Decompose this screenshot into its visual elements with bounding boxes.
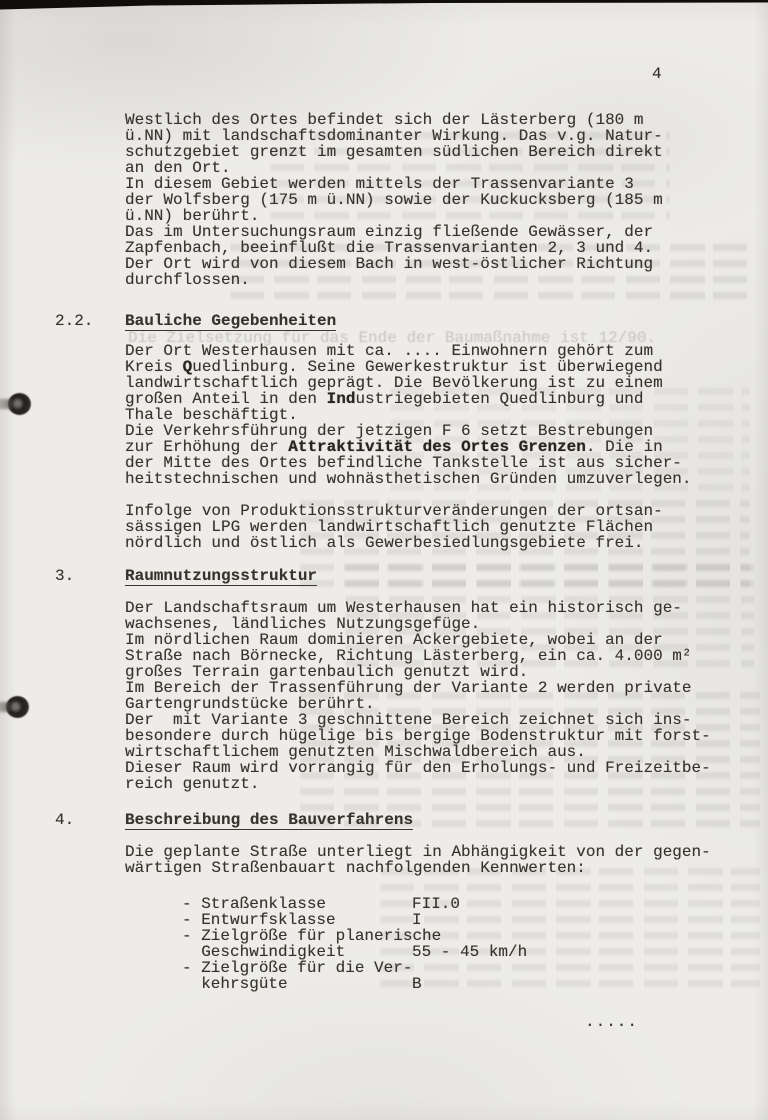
text-line: Kreis Quedlinburg. Seine Gewerkestruktur ist überwiegend [125, 358, 663, 376]
text-line: schutzgebiet grenzt im gesamten südlichen Bereich direkt [125, 143, 663, 161]
spec-value: 55 - 45 km/h [412, 943, 528, 961]
spec-list [182, 896, 527, 992]
text-line: Der mit Variante 3 geschnittene Bereich zeichnet sich ins- [125, 711, 692, 729]
text-line: wachsenes, ländliches Nutzungsgefüge. [125, 615, 481, 633]
spec-value: B [412, 975, 422, 993]
section-number: 3. [55, 567, 75, 585]
text-line: Zapfenbach, beeinflußt die Trassenvarianten 2, 3 und 4. [125, 239, 654, 257]
text-line: der Wolfsberg (175 m ü.NN) sowie der Kuckucksberg (185 m [125, 191, 663, 209]
punch-hole-top [8, 393, 31, 415]
section-heading-3 [0, 568, 768, 586]
section-4-paragraph-1 [125, 844, 711, 876]
scan-edge-band [0, 0, 768, 10]
spec-row [182, 928, 527, 944]
section-heading-2-2 [0, 313, 768, 331]
trailing-dots: ..... [585, 1013, 639, 1031]
section-2-2-paragraph-2 [125, 503, 663, 551]
section-2-2-paragraph-1 [125, 343, 692, 487]
spec-row [182, 896, 527, 912]
section-number: 4. [55, 811, 75, 829]
spec-label: - Zielgröße für planerische [182, 927, 442, 945]
spec-label: - Entwurfsklasse [182, 911, 336, 929]
text-line: In diesem Gebiet werden mittels der Trassenvariante 3 [125, 175, 634, 193]
section-title: Raumnutzungsstruktur [125, 567, 318, 585]
text-line: zur Erhöhung der Attraktivität des Ortes Grenzen. Die in [125, 438, 663, 456]
text-line: Gartengrundstücke berührt. [125, 695, 375, 713]
text-line: wirtschaftlichem genutzten Mischwaldbereich aus. [125, 743, 586, 761]
text-line: Straße nach Börnecke, Richtung Lästerberg, ein ca. 4.000 m² [125, 647, 692, 665]
section-heading-4 [0, 812, 768, 830]
spec-label: - Zielgröße für die Ver- [182, 959, 413, 977]
text-line: Westlich des Ortes befindet sich der Lästerberg (180 m [125, 111, 644, 129]
text-line: großen Anteil in den Industriegebieten Quedlinburg und [125, 390, 644, 408]
text-line: an den Ort. [125, 159, 231, 177]
text-line: sässigen LPG werden landwirtschaftlich genutzte Flächen [125, 518, 654, 536]
text-line: besondere durch hügelige bis bergige Bodenstruktur mit forst- [125, 727, 711, 745]
text-line: Die geplante Straße unterliegt in Abhängigkeit von der gegen- [125, 843, 711, 861]
spec-row [182, 944, 527, 960]
section-3-paragraph-1 [125, 600, 711, 792]
text-line: Thale beschäftigt. [125, 406, 298, 424]
text-line: Infolge von Produktionsstrukturveränderungen der ortsan- [125, 502, 663, 520]
spec-value: I [412, 911, 422, 929]
text-line: Dieser Raum wird vorrangig für den Erholungs- und Freizeitbe- [125, 759, 711, 777]
text-line: Im Bereich der Trassenführung der Variante 2 werden private [125, 679, 692, 697]
spec-row [182, 960, 527, 976]
spec-row [182, 912, 527, 928]
text-line: ü.NN) berührt. [125, 207, 260, 225]
spec-label: Geschwindigkeit [182, 943, 346, 961]
text-line: Im nördlichen Raum dominieren Ackergebiete, wobei an der [125, 631, 663, 649]
text-line: ü.NN) mit landschaftsdominanter Wirkung. Das v.g. Natur- [125, 127, 663, 145]
bleed-through-text: Die Zielsetzung für das Ende der Baumaßnahme ist 12/90. [128, 329, 657, 347]
text-line: Der Ort Westerhausen mit ca. .... Einwohnern gehört zum [125, 342, 654, 360]
section-number: 2.2. [55, 312, 94, 330]
page-number: 4 [652, 65, 662, 83]
text-line: nördlich und östlich als Gewerbesiedlungsgebiete frei. [125, 534, 644, 552]
text-line: Der Landschaftsraum um Westerhausen hat ein historisch ge- [125, 599, 682, 617]
text-line: großes Terrain gartenbaulich genutzt wird. [125, 663, 529, 681]
spec-label: kehrsgüte [182, 975, 288, 993]
punch-hole-bottom [6, 696, 29, 718]
text-line: der Mitte des Ortes befindliche Tankstelle ist aus sicher- [125, 454, 682, 472]
text-line: durchflossen. [125, 271, 250, 289]
text-line: Das im Untersuchungsraum einzig fließende Gewässer, der [125, 223, 654, 241]
text-line: Der Ort wird von diesem Bach in west-östlicher Richtung [125, 255, 654, 273]
section-title: Beschreibung des Bauverfahrens [125, 811, 414, 829]
spec-value: FII.0 [412, 895, 461, 913]
spec-label: - Straßenklasse [182, 895, 327, 913]
spec-row [182, 976, 527, 992]
text-line: wärtigen Straßenbauart nachfolgenden Kennwerten: [125, 859, 586, 877]
text-line: landwirtschaftlich geprägt. Die Bevölkerung ist zu einem [125, 374, 663, 392]
section-title: Bauliche Gegebenheiten [125, 312, 337, 330]
text-line: heitstechnischen und wohnästhetischen Gründen umzuverlegen. [125, 470, 692, 488]
intro-paragraph [125, 112, 663, 288]
text-line: Die Verkehrsführung der jetzigen F 6 setzt Bestrebungen [125, 422, 654, 440]
text-line: reich genutzt. [125, 775, 260, 793]
